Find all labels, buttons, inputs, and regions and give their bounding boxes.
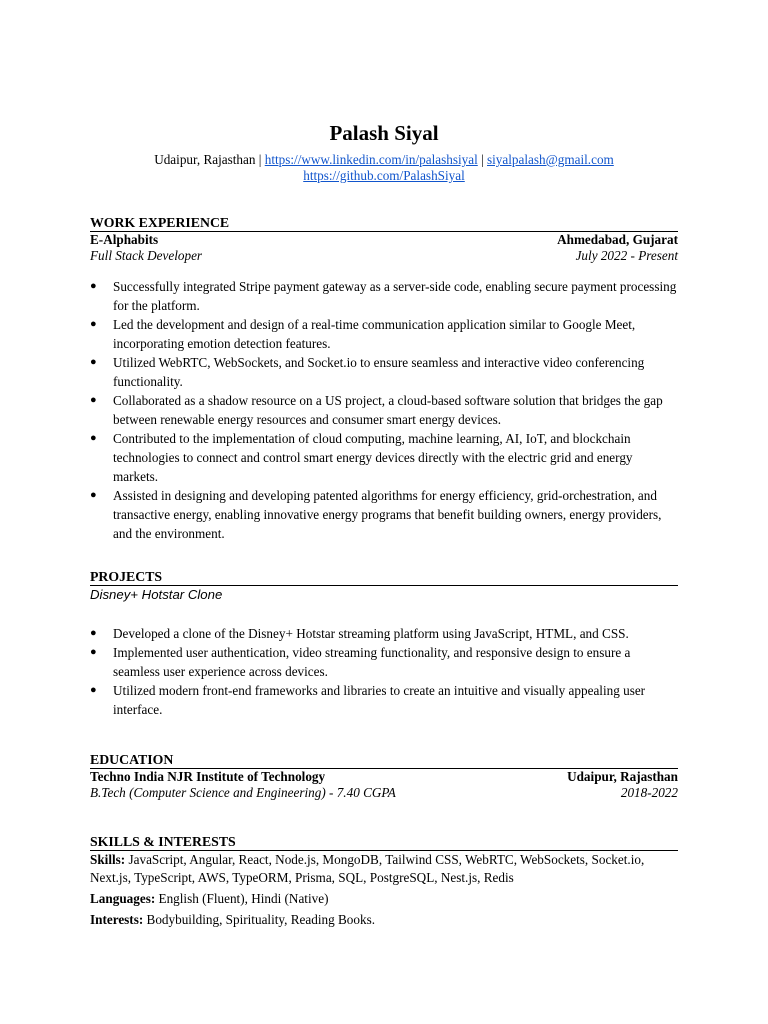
section-title: WORK EXPERIENCE: [90, 214, 678, 232]
bullet-icon: ●: [90, 627, 97, 639]
section-title: SKILLS & INTERESTS: [90, 833, 678, 851]
languages-text: English (Fluent), Hindi (Native): [155, 891, 329, 906]
languages-line: [90, 890, 678, 908]
location-text: Udaipur, Rajasthan: [154, 152, 256, 167]
email-link[interactable]: siyalpalash@gmail.com: [487, 152, 614, 167]
project-name: Disney+ Hotstar Clone: [90, 587, 223, 602]
skills-section: [90, 833, 678, 929]
list-item: ● Utilized modern front-end frameworks and libraries to create an intuitive and visually appealing user interface.: [90, 683, 646, 717]
school-name: Techno India NJR Institute of Technology: [90, 769, 326, 784]
list-item: ● Utilized WebRTC, WebSockets, and Socket.io to ensure seamless and interactive video conferencing functionality.: [90, 355, 645, 389]
bullet-icon: ●: [90, 356, 97, 368]
bullet-icon: ●: [90, 280, 97, 292]
contact-info: [0, 152, 768, 184]
education-section: [90, 751, 678, 801]
github-link[interactable]: https://github.com/PalashSiyal: [303, 168, 465, 183]
list-item: ● Successfully integrated Stripe payment gateway as a server-side code, enabling secure payment processing for the platform.: [90, 279, 677, 313]
list-item: ● Developed a clone of the Disney+ Hotstar streaming platform using JavaScript, HTML, and CSS.: [90, 626, 629, 641]
work-experience-section: [90, 214, 678, 543]
bullet-icon: ●: [90, 318, 97, 330]
list-item: ● Implemented user authentication, video streaming functionality, and responsive design to ensure a seamless user experience across devices.: [90, 645, 631, 679]
list-item: ● Collaborated as a shadow resource on a US project, a cloud-based software solution that bridges the gap between renewable energy resources and consumer smart energy devices.: [90, 393, 663, 427]
degree: B.Tech (Computer Science and Engineering) - 7.40 CGPA: [90, 785, 396, 800]
bullet-icon: ●: [90, 646, 97, 658]
role-row: [90, 248, 678, 264]
project-bullets: [90, 624, 678, 719]
school-row: [90, 769, 678, 785]
bullet-icon: ●: [90, 489, 97, 501]
interests-line: [90, 911, 678, 929]
interests-text: Bodybuilding, Spirituality, Reading Books.: [143, 912, 375, 927]
separator: |: [477, 152, 488, 167]
list-item: ● Led the development and design of a real-time communication application similar to Google Meet, incorporating emotion detection features.: [90, 317, 636, 351]
bullet-icon: ●: [90, 394, 97, 406]
linkedin-link[interactable]: https://www.linkedin.com/in/palashsiyal: [264, 152, 478, 167]
skills-line: [90, 851, 678, 887]
list-item: ● Assisted in designing and developing patented algorithms for energy efficiency, grid-orchestration, and transactive energy, enabling innovative energy programs that benefit building owners, energy providers, and the environment.: [90, 488, 662, 541]
skills-label: Skills:: [90, 852, 126, 867]
interests-label: Interests:: [90, 912, 144, 927]
languages-label: Languages:: [90, 891, 156, 906]
company-name: E-Alphabits: [90, 232, 159, 247]
company-row: [90, 232, 678, 248]
projects-section: [90, 568, 678, 719]
job-dates: July 2022 - Present: [575, 248, 678, 263]
candidate-name: Palash Siyal: [329, 121, 439, 145]
section-title: EDUCATION: [90, 751, 678, 769]
degree-row: [90, 785, 678, 801]
education-years: 2018-2022: [620, 785, 678, 800]
bullet-icon: ●: [90, 432, 97, 444]
separator: |: [255, 152, 265, 167]
work-bullets: [90, 277, 678, 543]
school-location: Udaipur, Rajasthan: [567, 769, 678, 784]
bullet-icon: ●: [90, 684, 97, 696]
section-title: PROJECTS: [90, 568, 678, 586]
job-role: Full Stack Developer: [90, 248, 203, 263]
skills-text: JavaScript, Angular, React, Node.js, MongoDB, Tailwind CSS, WebRTC, WebSockets, Socket.io, Next.js, TypeScript, AWS, TypeORM, Prisma, SQL, PostgreSQL, Nest.js, Redis: [90, 852, 645, 885]
list-item: ● Contributed to the implementation of cloud computing, machine learning, AI, IoT, and blockchain technologies to connect and control smart energy devices directly with the electric grid and energy markets.: [90, 431, 633, 484]
company-location: Ahmedabad, Gujarat: [557, 232, 678, 247]
